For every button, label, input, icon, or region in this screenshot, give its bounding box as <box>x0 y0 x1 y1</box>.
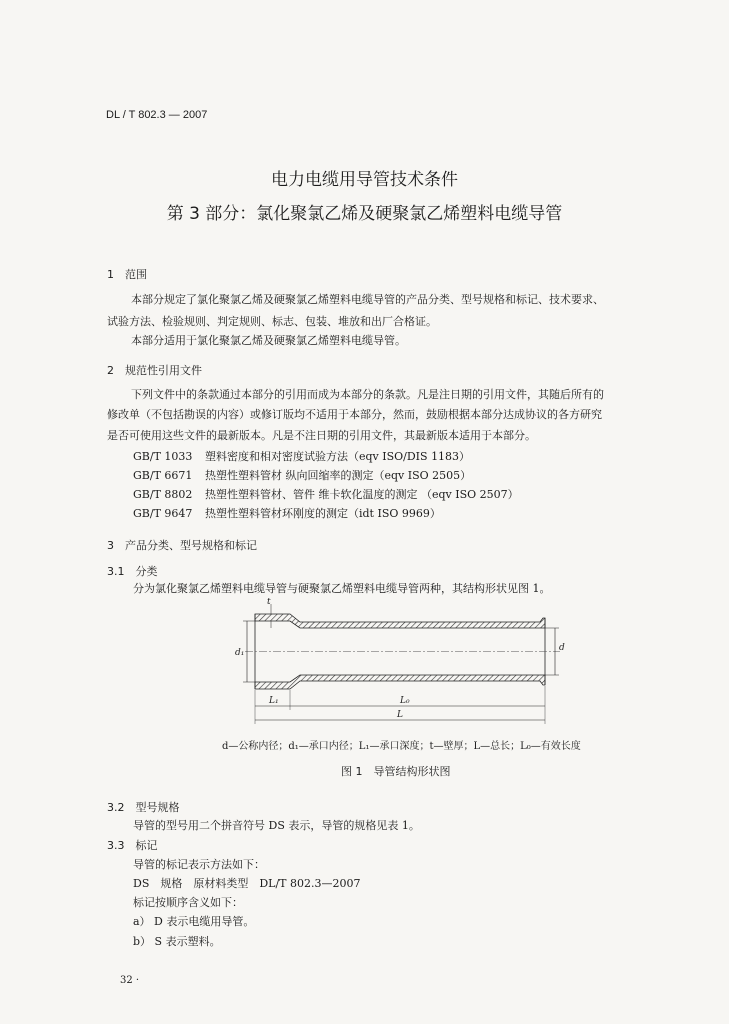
section-2-para-1c: 是否可使用这些文件的最新版本。凡是不注日期的引用文件，其最新版本适用于本部分。 <box>107 429 536 442</box>
document-title: 电力电缆用导管技术条件 <box>271 170 458 190</box>
section-3-2-heading: 3.2 型号规格 <box>107 801 180 814</box>
section-3-3-para-2: 标记按顺序含义如下： <box>133 896 243 909</box>
marking-format: DS 规格 原材料类型 DL/T 802.3—2007 <box>133 877 361 890</box>
pipe-wall-bottom <box>255 675 545 689</box>
figure-title: 图 1 导管结构形状图 <box>341 765 451 778</box>
reference-item: GB/T 8802 热塑性塑料管材、管件 维卡软化温度的测定 （eqv ISO 2507） <box>133 488 519 501</box>
label-t: t <box>267 598 271 607</box>
reference-item: GB/T 6671 热塑性塑料管材 纵向回缩率的测定（eqv ISO 2505） <box>133 469 472 482</box>
marking-item-a: a） D 表示电缆用导管。 <box>133 915 255 928</box>
conduit-structure-figure <box>225 598 585 728</box>
section-1-para-2: 本部分适用于氯化聚氯乙烯及硬聚氯乙烯塑料电缆导管。 <box>131 334 406 347</box>
section-3-3-para-1: 导管的标记表示方法如下： <box>133 858 265 871</box>
label-d: d <box>559 643 565 653</box>
section-2-para-1a: 下列文件中的条款通过本部分的引用而成为本部分的条款。凡是注日期的引用文件，其随后所有的 <box>131 388 604 401</box>
section-1-para-1b: 试验方法、检验规则、判定规则、标志、包装、堆放和出厂合格证。 <box>107 315 437 328</box>
label-L: L <box>397 710 403 720</box>
section-3-3-heading: 3.3 标记 <box>107 839 158 852</box>
document-subtitle: 第 3 部分：氯化聚氯乙烯及硬聚氯乙烯塑料电缆导管 <box>166 204 563 224</box>
section-3-1-para: 分为氯化聚氯乙烯塑料电缆导管与硬聚氯乙烯塑料电缆导管两种，其结构形状见图 1。 <box>133 582 551 595</box>
page-number: 32 · <box>120 975 140 986</box>
pipe-wall-top <box>255 614 545 628</box>
label-L1: L₁ <box>269 696 279 706</box>
marking-item-b: b） S 表示塑料。 <box>133 935 221 948</box>
section-3-2-para: 导管的型号用二个拼音符号 DS 表示，导管的规格见表 1。 <box>133 819 420 832</box>
label-L0: L₀ <box>400 696 410 706</box>
label-d1: d₁ <box>235 648 245 658</box>
section-3-heading: 3 产品分类、型号规格和标记 <box>107 539 257 552</box>
section-2-heading: 2 规范性引用文件 <box>107 364 202 377</box>
section-2-para-1b: 修改单（不包括勘误的内容）或修订版均不适用于本部分，然而，鼓励根据本部分达成协议的各方研究 <box>107 408 602 421</box>
section-1-heading: 1 范围 <box>107 268 147 281</box>
figure-legend: d—公称内径；d₁—承口内径；L₁—承口深度；t—壁厚；L—总长；L₀—有效长度 <box>222 741 581 752</box>
reference-item: GB/T 1033 塑料密度和相对密度试验方法（eqv ISO/DIS 1183） <box>133 450 471 463</box>
standard-header: DL / T 802.3 — 2007 <box>106 109 208 121</box>
reference-item: GB/T 9647 热塑性塑料管材环刚度的测定（idt ISO 9969） <box>133 507 441 520</box>
section-3-1-heading: 3.1 分类 <box>107 565 158 578</box>
section-1-para-1a: 本部分规定了氯化聚氯乙烯及硬聚氯乙烯塑料电缆导管的产品分类、型号规格和标记、技术要求、 <box>131 293 604 306</box>
